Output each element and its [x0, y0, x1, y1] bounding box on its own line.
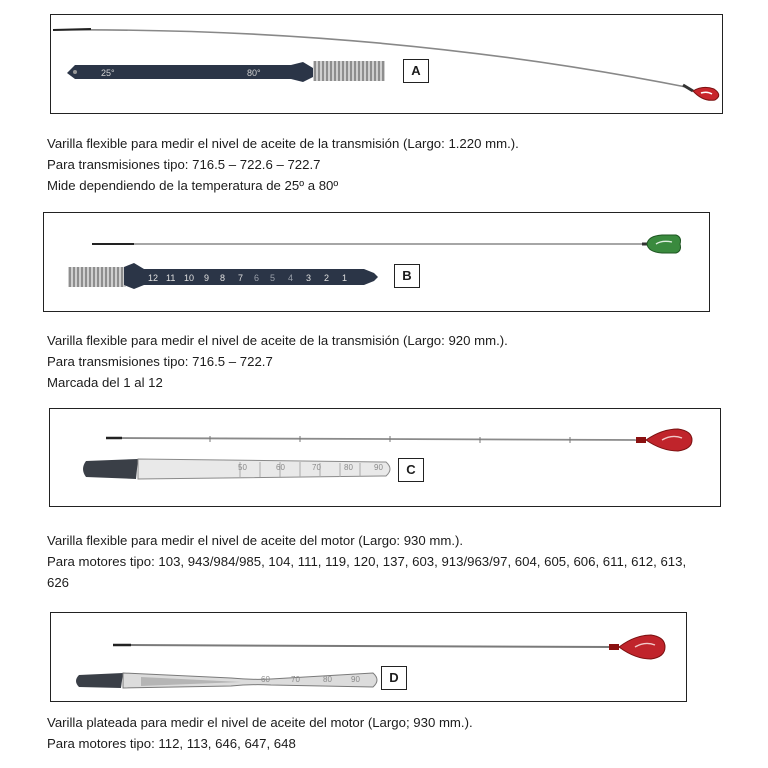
- scale-label-b-1: 1: [342, 273, 348, 283]
- dipstick-panel-a: [50, 14, 723, 114]
- dipstick-a-illustration: [51, 15, 724, 115]
- scale-label-b-4: 4: [288, 273, 294, 283]
- scale-label-b-11: 11: [166, 273, 176, 283]
- scale-label-c-90: 90: [374, 463, 383, 472]
- description-b: [47, 330, 747, 393]
- scale-label-c-80: 80: [344, 463, 353, 472]
- scale-label-d-90: 90: [351, 675, 360, 684]
- description-c-line-1: Varilla flexible para medir el nivel de aceite del motor (Largo: 930 mm.).: [47, 533, 464, 548]
- scale-label-b-6: 6: [254, 273, 260, 283]
- scale-label-a-1: 25°: [101, 68, 115, 78]
- scale-label-b-5: 5: [270, 273, 276, 283]
- description-a-line-2: Para transmisiones tipo: 716.5 – 722.6 – 722.7: [47, 157, 321, 172]
- label-box-a: A: [403, 59, 429, 83]
- scale-label-a-2: 80°: [247, 68, 261, 78]
- description-d-line-2: Para motores tipo: 112, 113, 646, 647, 648: [47, 736, 296, 751]
- description-c-line-2: Para motores tipo: 103, 943/984/985, 104, 111, 119, 120, 137, 603, 913/963/97, 604, 605, 606, 611, 612, 613, 626: [47, 554, 687, 590]
- label-box-b: B: [394, 264, 420, 288]
- scale-label-b-12: 12: [148, 273, 159, 283]
- description-a: [47, 133, 747, 196]
- description-b-line-3: Marcada del 1 al 12: [47, 375, 163, 390]
- scale-label-c-70: 70: [312, 463, 321, 472]
- dipstick-panel-d: [50, 612, 687, 702]
- description-a-line-1: Varilla flexible para medir el nivel de aceite de la transmisión (Largo: 1.220 mm.).: [47, 136, 519, 151]
- scale-label-c-60: 60: [276, 463, 285, 472]
- description-d-line-1: Varilla plateada para medir el nivel de aceite del motor (Largo; 930 mm.).: [47, 715, 473, 730]
- scale-label-c-50: 50: [238, 463, 247, 472]
- description-c: [47, 530, 707, 593]
- scale-label-b-3: 3: [306, 273, 312, 283]
- scale-label-b-8: 8: [220, 273, 226, 283]
- description-b-line-2: Para transmisiones tipo: 716.5 – 722.7: [47, 354, 273, 369]
- label-box-d: D: [381, 666, 407, 690]
- scale-label-d-80: 80: [323, 675, 332, 684]
- scale-label-b-2: 2: [324, 273, 330, 283]
- description-a-line-3: Mide dependiendo de la temperatura de 25º a 80º: [47, 178, 339, 193]
- dipstick-c-illustration: [50, 409, 722, 508]
- dipstick-panel-b: [43, 212, 710, 312]
- scale-label-b-9: 9: [204, 273, 210, 283]
- scale-label-b-7: 7: [238, 273, 244, 283]
- dipstick-d-illustration: [51, 613, 688, 703]
- scale-label-d-60: 60: [261, 675, 270, 684]
- description-d: [47, 712, 747, 754]
- scale-label-d-70: 70: [291, 675, 300, 684]
- label-box-c: C: [398, 458, 424, 482]
- scale-label-b-10: 10: [184, 273, 195, 283]
- dipstick-panel-c: [49, 408, 721, 507]
- dipstick-b-illustration: [44, 213, 711, 313]
- description-b-line-1: Varilla flexible para medir el nivel de aceite de la transmisión (Largo: 920 mm.).: [47, 333, 508, 348]
